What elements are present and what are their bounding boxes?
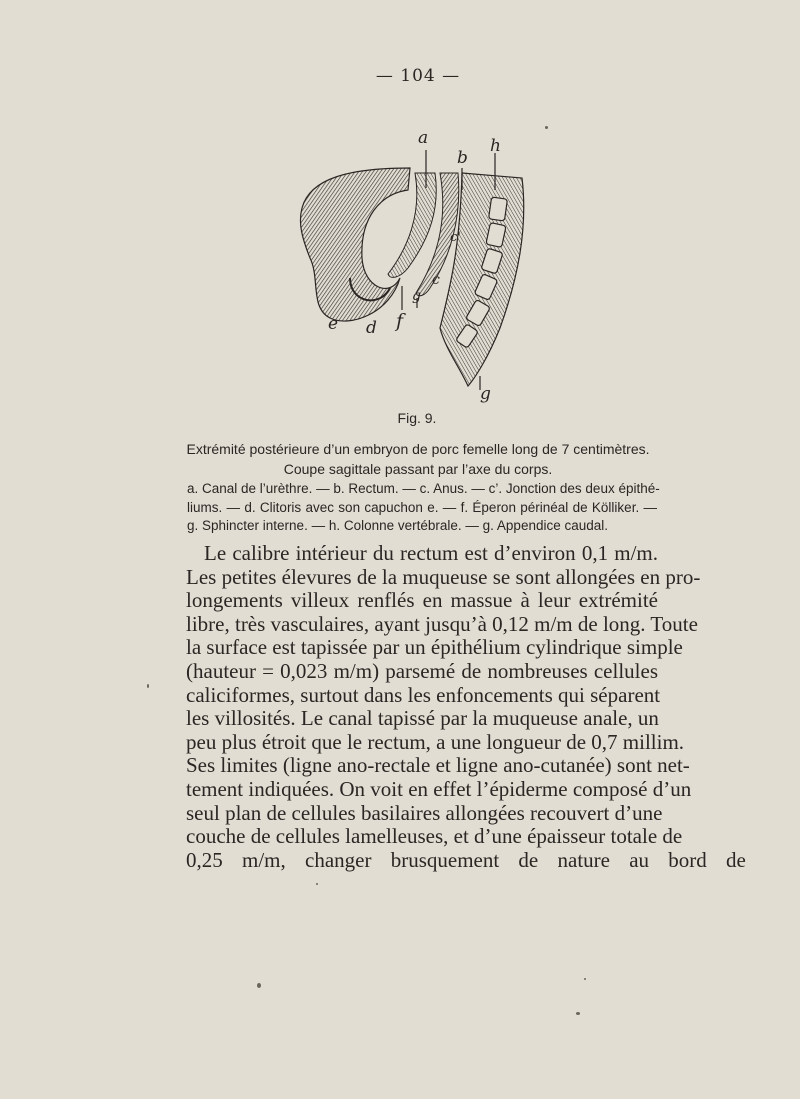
legend-line: a. Canal de l’urèthre. — b. Rectum. — c. Anus. — c’. Jonction des deux épithé- xyxy=(187,481,660,496)
body-line: Les petites élevures de la muqueuse se sont allongées en pro- xyxy=(186,564,701,589)
body-line: 0,25 m/m, changer brusquement de nature au bord de xyxy=(186,847,746,872)
figure-label-a: a xyxy=(418,128,429,148)
body-line: les villosités. Le canal tapissé par la muqueuse anale, un xyxy=(186,706,659,731)
figure-label-f: f xyxy=(396,310,404,332)
figure-number: Fig. 9. xyxy=(397,410,437,426)
body-line: la surface est tapissée par un épithélium cylindrique simple xyxy=(186,635,683,660)
figure-legend xyxy=(187,480,660,536)
embryo-section-figure xyxy=(290,128,530,408)
paper-speck xyxy=(545,126,548,129)
figure-label-q: g xyxy=(480,384,491,404)
figure-label-c: c xyxy=(432,272,440,288)
figure-label-e: e xyxy=(328,314,339,334)
legend-line: liums. — d. Clitoris avec son capuchon e. — f. Éperon périnéal de Kölliker. — xyxy=(187,499,657,515)
figure-caption-title xyxy=(0,439,800,479)
caption-line: Extrémité postérieure d’un embryon de porc femelle long de 7 centimètres. xyxy=(186,441,650,457)
legend-line: g. Sphincter interne. — h. Colonne vertébrale. — g. Appendice caudal. xyxy=(187,518,609,533)
body-line: (hauteur = 0,023 m/m) parsemé de nombreuses cellules xyxy=(186,658,658,683)
body-line: libre, très vasculaires, ayant jusqu’à 0,12 m/m de long. Toute xyxy=(186,611,698,636)
body-line: caliciformes, surtout dans les enfoncements qui séparent xyxy=(186,682,661,707)
body-line: longements villeux renflés en massue à leur extrémité xyxy=(186,588,658,613)
ventral-tissue xyxy=(300,168,410,321)
body-line: Le calibre intérieur du rectum est d’environ 0,1 m/m. xyxy=(204,541,658,565)
embryo-section-drawing xyxy=(290,128,530,408)
caption-line: Coupe sagittale passant par l’axe du corps. xyxy=(283,461,553,477)
figure-label-h: h xyxy=(490,136,501,156)
body-line: seul plan de cellules basilaires allongées recouvert d’une xyxy=(186,800,663,825)
figure-label-d: d xyxy=(366,318,377,338)
figure-label-g: g xyxy=(412,288,421,304)
figure-label-b: b xyxy=(457,148,468,168)
page-number: — 104 — xyxy=(375,66,461,86)
paper-speck xyxy=(257,983,261,988)
body-paragraph xyxy=(186,541,746,872)
body-line: tement indiquées. On voit en effet l’épiderme composé d’un xyxy=(186,776,692,801)
paper-speck xyxy=(147,684,149,688)
body-line: couche de cellules lamelleuses, et d’une épaisseur totale de xyxy=(186,824,683,849)
figure-label-c-prime: c' xyxy=(450,230,461,245)
body-line: peu plus étroit que le rectum, a une longueur de 0,7 millim. xyxy=(186,729,685,754)
paper-speck xyxy=(584,978,586,980)
paper-speck xyxy=(316,883,318,885)
paper-speck xyxy=(576,1012,580,1015)
body-line: Ses limites (ligne ano-rectale et ligne ano-cutanée) sont net- xyxy=(186,753,690,778)
